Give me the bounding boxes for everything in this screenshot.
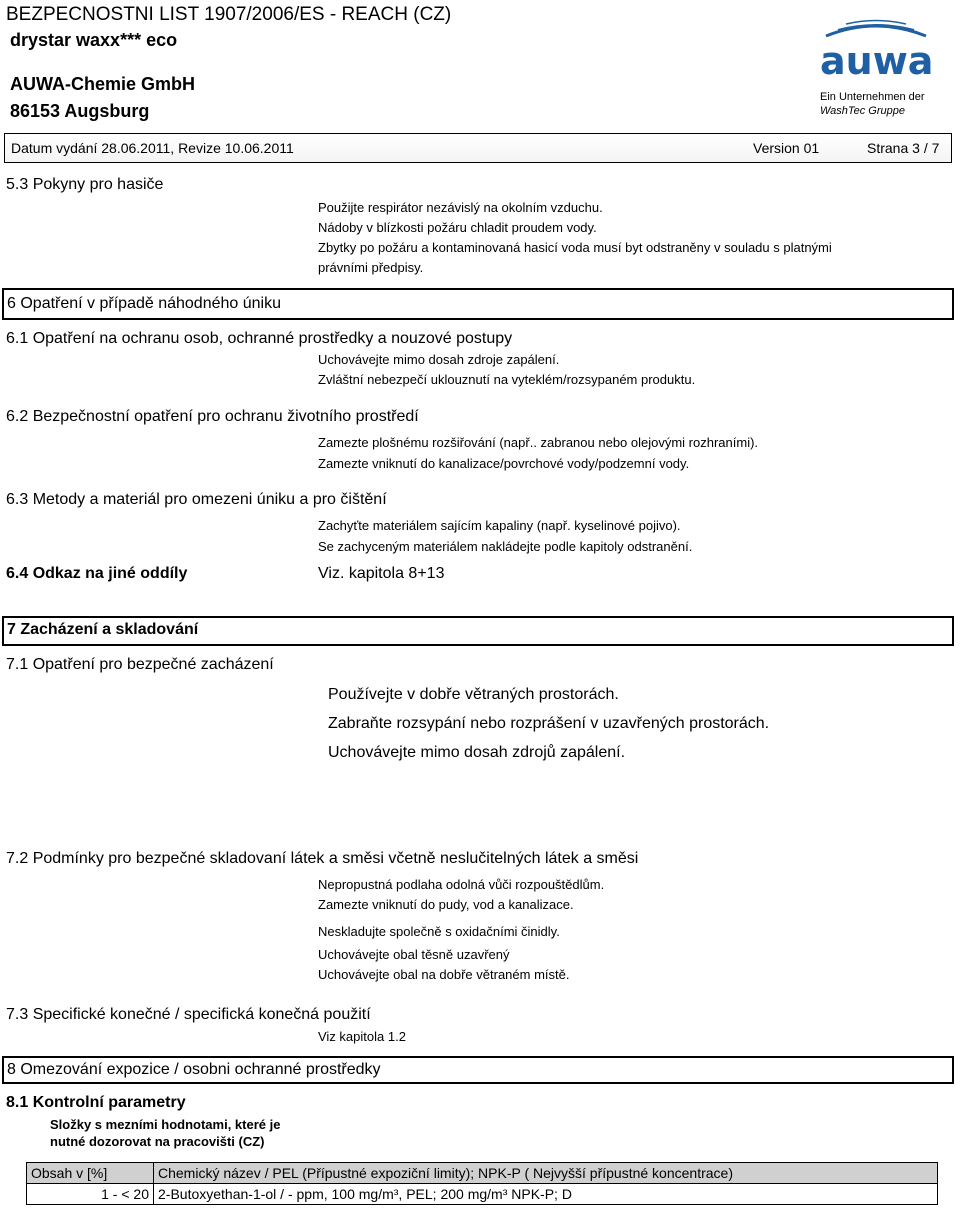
section-6-3-title: 6.3 Metody a materiál pro omezeni úniku a pro čištění xyxy=(6,491,387,508)
section-8-box xyxy=(2,1056,954,1084)
s7-2-line: Uchovávejte obal na dobře větraném místě. xyxy=(318,967,570,982)
s6-2-line: Zamezte vniknutí do kanalizace/povrchové vody/podzemní vody. xyxy=(318,456,690,471)
section-8-1-subtitle-1: Složky s mezními hodnotami, které je xyxy=(50,1117,281,1132)
issue-dates: Datum vydání 28.06.2011, Revize 10.06.2011 xyxy=(11,140,294,156)
page-number: Strana 3 / 7 xyxy=(867,140,940,156)
s6-3-line: Se zachyceným materiálem nakládejte podle kapitoly odstranění. xyxy=(318,539,693,554)
section-8-title: 8 Omezování expozice / osobni ochranné prostředky xyxy=(7,1061,381,1078)
s7-2-line: Uchovávejte obal těsně uzavřený xyxy=(318,947,510,962)
company-name: AUWA-Chemie GmbH xyxy=(10,74,196,94)
exposure-limits-table xyxy=(26,1162,938,1205)
logo-sub2: WashTec Gruppe xyxy=(820,105,905,117)
table-row xyxy=(27,1184,938,1205)
s7-2-line: Neskladujte společně s oxidačními činidly. xyxy=(318,924,560,939)
s6-3-line: Zachyťte materiálem sajícím kapaliny (např. kyselinové pojivo). xyxy=(318,518,681,533)
logo-sub1: Ein Unternehmen der xyxy=(820,91,925,103)
auwa-logo xyxy=(816,8,936,118)
s7-1-line: Uchovávejte mimo dosah zdrojů zapálení. xyxy=(328,744,626,761)
s6-1-line: Uchovávejte mimo dosah zdroje zapálení. xyxy=(318,352,560,367)
info-bar xyxy=(4,133,952,163)
section-7-3-title: 7.3 Specifické konečné / specifická konečná použití xyxy=(6,1006,371,1023)
section-8-1-title: 8.1 Kontrolní parametry xyxy=(6,1094,186,1111)
table-cell: 2-Butoxyethan-1-ol / - ppm, 100 mg/m³, PEL; 200 mg/m³ NPK-P; D xyxy=(154,1184,938,1205)
section-6-1-title: 6.1 Opatření na ochranu osob, ochranné prostředky a nouzové postupy xyxy=(6,330,513,347)
s7-1-line: Používejte v dobře větraných prostorách. xyxy=(328,686,619,703)
s6-2-line: Zamezte plošnému rozšiřování (např.. zabranou nebo olejovými rozhraními). xyxy=(318,435,759,450)
section-7-box xyxy=(2,616,954,646)
s7-2-line: Zamezte vniknutí do pudy, vod a kanalizace. xyxy=(318,897,574,912)
section-6-4-title: 6.4 Odkaz na jiné oddíly xyxy=(6,565,188,582)
s6-1-line: Zvláštní nebezpečí uklouznutí na vyteklém/rozsypaném produktu. xyxy=(318,372,696,387)
company-city: 86153 Augsburg xyxy=(10,101,150,121)
version: Version 01 xyxy=(753,140,820,156)
section-6-4-value: Viz. kapitola 8+13 xyxy=(318,565,445,582)
table-cell: 1 - < 20 xyxy=(27,1184,154,1205)
logo-brand: auwa xyxy=(820,39,934,83)
section-7-title: 7 Zacházení a skladování xyxy=(7,621,199,638)
table-header-cell: Obsah v [%] xyxy=(27,1163,154,1184)
section-6-2-title: 6.2 Bezpečnostní opatření pro ochranu životního prostředí xyxy=(6,408,419,425)
section-6-box xyxy=(2,288,954,320)
section-5-3-title: 5.3 Pokyny pro hasiče xyxy=(6,176,164,193)
table-header-cell: Chemický název / PEL (Přípustné expoziční limity); NPK-P ( Nejvyšší přípustné koncentrace) xyxy=(154,1163,938,1184)
section-7-1-title: 7.1 Opatření pro bezpečné zacházení xyxy=(6,656,274,673)
table-header-row xyxy=(27,1163,938,1184)
section-8-1-subtitle-2: nutné dozorovat na pracovišti (CZ) xyxy=(50,1134,265,1149)
s5-3-line: Nádoby v blízkosti požáru chladit proudem vody. xyxy=(318,220,597,235)
document-title: BEZPECNOSTNI LIST 1907/2006/ES - REACH (CZ) xyxy=(6,4,452,25)
section-7-3-value: Viz kapitola 1.2 xyxy=(318,1029,406,1044)
s7-2-line: Nepropustná podlaha odolná vůči rozpouštědlům. xyxy=(318,877,605,892)
product-name: drystar waxx*** eco xyxy=(10,30,178,50)
section-7-2-title: 7.2 Podmínky pro bezpečné skladovaní látek a směsi včetně neslučitelných látek a směsi xyxy=(6,850,639,867)
section-6-title: 6 Opatření v případě náhodného úniku xyxy=(7,295,281,312)
s5-3-line: Použijte respirátor nezávislý na okolním vzduchu. xyxy=(318,200,603,215)
s7-1-line: Zabraňte rozsypání nebo rozprášení v uzavřených prostorách. xyxy=(328,715,770,732)
s5-3-line: Zbytky po požáru a kontaminovaná hasicí voda musí byt odstraněny v souladu s platnými xyxy=(318,240,832,255)
s5-3-line: právními předpisy. xyxy=(318,260,424,275)
